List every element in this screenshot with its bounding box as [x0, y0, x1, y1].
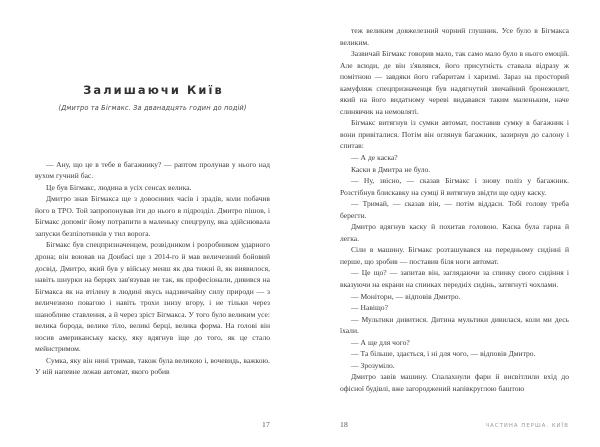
paragraph: Це був Бігмакс, людина в усіх сенсах велика.	[46, 182, 192, 192]
paragraph: — А де каска?	[351, 153, 398, 163]
paragraph: — Зрозуміло.	[351, 360, 395, 370]
paragraph: — Ану, що це в тебе в багажнику? — раптом пролунав у нього над вухом гучний бас.	[35, 159, 270, 181]
paragraph: Дмитро вдягнув каску й похитав головою. Каска була гарна й легка.	[340, 222, 569, 243]
right-page-body	[340, 0, 569, 395]
paragraph: Сіли в машину. Бігмакс розташувався на передньому сидінні й перше, що зробив — поставив біля ноги автомат.	[340, 245, 569, 266]
page-number: 18	[340, 420, 348, 429]
paragraph: Зазвичай Бігмакс говорив мало, так само мало було в нього емоцій. Але всюди, де він з'являвся, його присутність ставала відразу ж помітною — завдяки його габаритам і харизмі. Зараз на просторий камуфляж спецпризначенця був надягнутий звичайний бронежилет, який на його видатному череві видавався таким маленьким, наче слинявчик на немовляті.	[340, 49, 569, 116]
running-head: ЧАСТИНА ПЕРША. КИЇВ	[485, 423, 569, 429]
paragraph: — Мультики дивитися. Дитина мультики дивилася, коли ми десь їхали.	[340, 314, 569, 336]
paragraph: Бігмакс витягнув із сумки автомат, поставив сумку в багажник і вони привіталися. Потім він оглянув багажник, зазирнув до салону і спитав:	[340, 118, 569, 151]
paragraph: — Тримай, — сказав він, — потім віддаси. Тобі голову треба берегти.	[340, 199, 569, 220]
paragraph: — Та більше, здається, і ні для чого, — відповів Дмитро.	[351, 349, 536, 359]
chapter-subtitle: (Дмитро та Бігмакс. За дванадцять годин до подій)	[58, 103, 247, 112]
page-left-footer	[0, 420, 299, 429]
paragraph: — А ще для чого?	[351, 337, 410, 347]
chapter-header	[35, 0, 270, 113]
paragraph: Каски в Дмитра не було.	[351, 164, 431, 174]
page-number: 17	[262, 420, 270, 429]
paragraph: Дмитро знав Бігмакса ще з довоєнних часів і зрадів, коли побачив його в ТРО. Той запропонував іти до нього в підрозділ. Дмитро пішов, і Бігмакс допоміг йому потрапити в маленьку спецгрупу, яка здійснювала запуски безпілотників у тил ворога.	[35, 194, 270, 238]
paragraph: — Монітори, — відповів Дмитро.	[351, 291, 461, 301]
paragraph: — Навіщо?	[351, 303, 388, 313]
page-left	[0, 0, 299, 447]
page-right-footer	[299, 420, 600, 429]
chapter-title: Залишаючи Київ	[83, 83, 224, 97]
page-right	[299, 0, 600, 447]
paragraph: Бігмакс був спецпризначенцем, розвідником і розробником ударного дрона; він воював на Донбасі ще з 2014-го й мав величезний бойовий досвід. Дмитро, який був у війську менш як два тижні й, як виявилося, навіть шнурки на берцях зав'язував не так, як професіонали, дивився на Бігмакса як на втілену в людині якусь надзвичайну силу природи — з величезною повагою і навіть трохи знизу вгору, і не тільки через шанобливе ставлення, а й через зріст Бігмакса. У того було великим усе: велика борода, велике тіло, великі берці, велика форма. На голові він носив американську каску, яку вдягнув іще до того, як це стало мейнстримом.	[35, 240, 270, 354]
paragraph: Дмитро завів машину. Спалахнули фари й висвітлили вхід до офісної будівлі, вже загороджений напівкруглою баштою	[340, 372, 569, 393]
paragraph: — Ну, звісно, — сказав Бігмакс і знову поліз у багажник. Розстібнув блискавку на сумці й витягнув звідти ще одну каску.	[340, 176, 569, 197]
paragraph: Сумка, яку він нині тримав, також була великою і, вочевидь, важкою. У ній напевне лежав автомат, якого робив	[35, 355, 270, 377]
paragraph: — Це що? — запитав він, заглядаючи за спинку свого сидіння і вказуючи на екрани на спинках передніх сидінь, затягнуті чохлами.	[340, 268, 569, 290]
left-page-body	[35, 113, 270, 378]
paragraph: теж великим довжелезний чорний глушник. Усе було в Бігмакса великим.	[340, 26, 569, 47]
